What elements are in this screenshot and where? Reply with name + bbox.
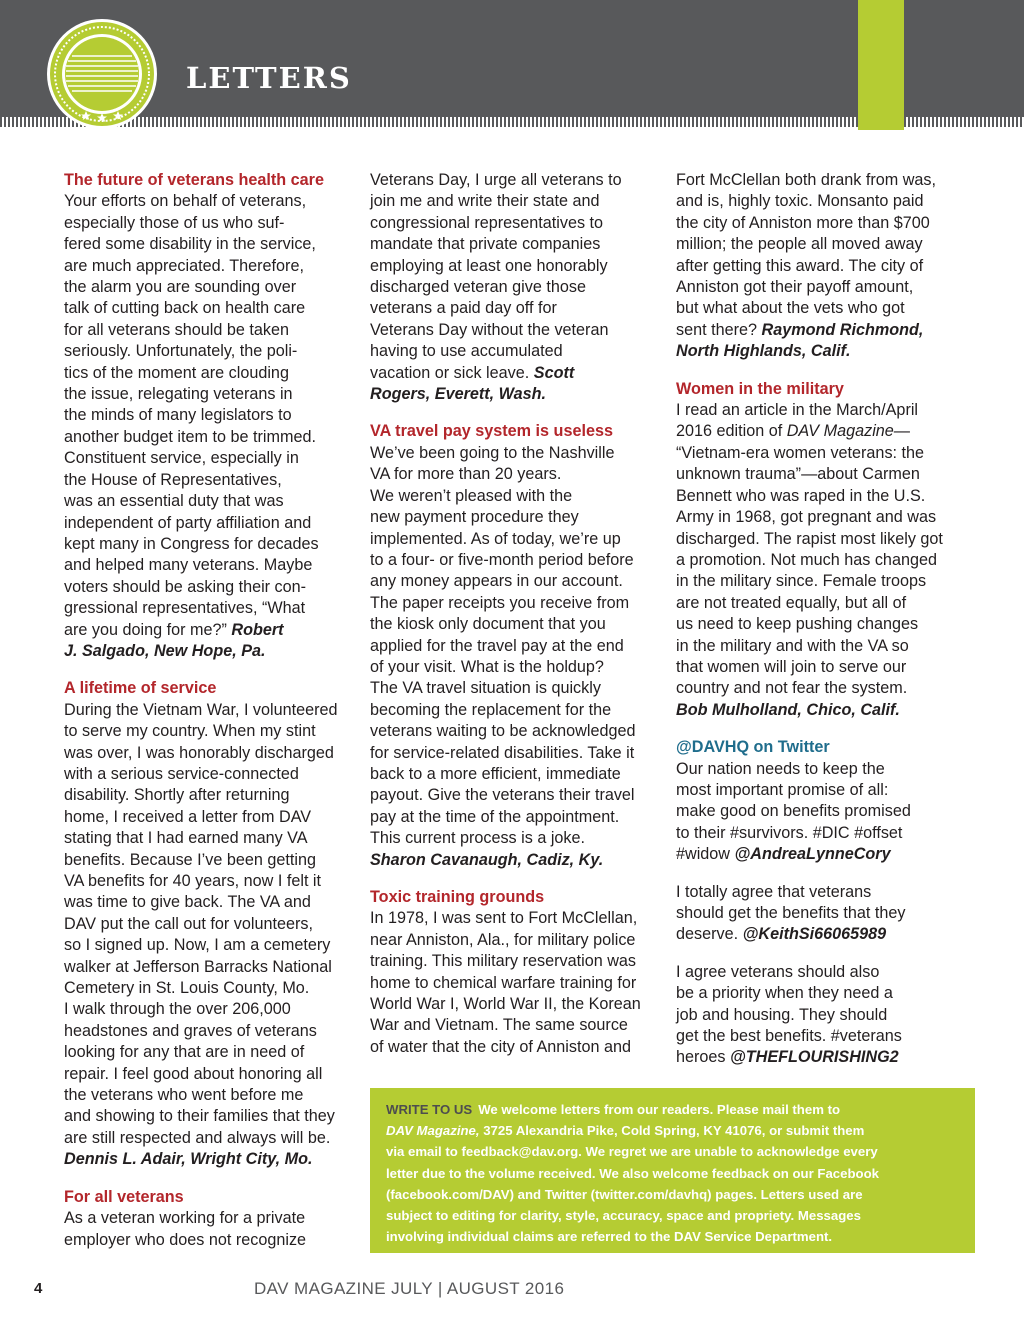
letter-body [64, 700, 354, 1150]
text-line: should get the benefits that they [676, 904, 906, 922]
letter-heading: Women in the military [676, 379, 844, 398]
text-line: benefits. Because I’ve been getting [64, 850, 316, 869]
page-number: 4 [34, 1280, 43, 1297]
text-line: (facebook.com/DAV) and Twitter (twitter.com/davhq) pages. Letters used are [386, 1186, 863, 1202]
text-line: We weren’t pleased with the [370, 486, 573, 505]
letter-last-line: sent there? Raymond Richmond, [676, 320, 924, 339]
text-line: having to use accumulated [370, 342, 563, 361]
text-line: are still respected and always will be. [64, 1128, 331, 1147]
text-line: million; the people all moved away [676, 235, 923, 254]
text-line: the House of Representatives, [64, 470, 282, 489]
text-line: employing at least one honorably [370, 256, 608, 275]
text-line: Fort McClellan both drank from was, [676, 171, 936, 189]
write-to-us-label: WRITE TO US [386, 1102, 473, 1117]
footer-text: DAV MAGAZINE JULY | AUGUST 2016 [254, 1279, 565, 1298]
text-line: pay at the time of the appointment. [370, 807, 620, 826]
text-line: The paper receipts you receive from [370, 593, 630, 612]
text-line: but what about the vets who got [676, 299, 905, 318]
text-line: VA for more than 20 years. [370, 465, 562, 484]
letter-line: 2016 edition of DAV Magazine— [676, 422, 910, 441]
text-line: get the best benefits. #veterans [676, 1027, 902, 1046]
text-line: subject to editing for clarity, style, accuracy, space and propriety. Messages [386, 1208, 861, 1224]
letter-signature: Bob Mulholland, Chico, Calif. [676, 700, 900, 719]
text-line: I totally agree that veterans [676, 882, 872, 901]
letter-signature: Sharon Cavanaugh, Cadiz, Ky. [370, 850, 604, 869]
letter-for-all-veterans-continued [370, 170, 660, 405]
text-line: join me and write their state and [370, 192, 600, 211]
text-line: voters should be asking their con- [64, 577, 307, 596]
letter-heading: For all veterans [64, 1187, 184, 1206]
twitter-section [676, 737, 976, 1069]
text-line: DAV put the call out for volunteers, [64, 914, 313, 933]
text-line: the kiosk only document that you [370, 615, 606, 634]
text-line: During the Vietnam War, I volunteered [64, 700, 338, 719]
text-line: applied for the travel pay at the end [370, 636, 624, 655]
text-line: of water that the city of Anniston and [370, 1037, 631, 1056]
magazine-title: DAV Magazine, [386, 1123, 480, 1139]
text-line: with a serious service-connected [64, 764, 299, 783]
text-line: discharged veteran give those [370, 278, 586, 297]
text-line: discharged. The rapist most likely got [676, 529, 943, 548]
text-line: We’ve been going to the Nashville [370, 443, 615, 462]
text-line: Veterans Day without the veteran [370, 320, 609, 339]
text-line: stating that I had earned many VA [64, 829, 308, 848]
text-line: veterans a paid day off for [370, 299, 557, 318]
text-line: headstones and graves of veterans [64, 1021, 317, 1040]
tweet-handle: @KeithSi66065989 [742, 925, 887, 944]
write-to-us-box [370, 1088, 975, 1253]
text-line: I agree veterans should also [676, 962, 880, 981]
text-line: the minds of many legislators to [64, 406, 292, 425]
letter-signature: Robert [231, 620, 284, 639]
text-line: country and not fear the system. [676, 679, 908, 698]
text-line: for all veterans should be taken [64, 320, 289, 339]
letter-signature: Raymond Richmond, [761, 320, 924, 339]
text-line: that women will join to serve our [676, 657, 907, 676]
text-line: near Anniston, Ala., for military police [370, 930, 636, 949]
text-line: becoming the replacement for the [370, 700, 612, 719]
text-line: Your efforts on behalf of veterans, [64, 192, 307, 211]
column-1 [64, 170, 354, 1267]
letter-signature: J. Salgado, New Hope, Pa. [64, 641, 266, 660]
letter-body [64, 191, 354, 619]
text-line: tics of the moment are clouding [64, 363, 289, 382]
text-line: and is, highly toxic. Monsanto paid [676, 192, 924, 211]
write-to-us-body [386, 1141, 959, 1247]
text-line: make good on benefits promised [676, 802, 911, 821]
text-line: the issue, relegating veterans in [64, 385, 293, 404]
text-line: to a four- or five-month period before [370, 550, 634, 569]
text-line: in the military and with the VA so [676, 636, 909, 655]
text-line: The VA travel situation is quickly [370, 679, 601, 698]
letter-body [370, 908, 660, 1058]
text-line: via email to feedback@dav.org. We regret we are unable to acknowledge every [386, 1144, 878, 1160]
text-line: a promotion. Not much has changed [676, 550, 937, 569]
tweet-handle: @THEFLOURISHING2 [730, 1048, 899, 1067]
tweet [676, 882, 976, 946]
letter-last-line: vacation or sick leave. Scott [370, 363, 575, 382]
text-line: home, I received a letter from DAV [64, 807, 312, 826]
tweet-body [676, 759, 976, 845]
letter-body [676, 443, 976, 700]
text-line: repair. I feel good about honoring all [64, 1064, 323, 1083]
tweet-last-line: #widow @AndreaLynneCory [676, 845, 891, 864]
twitter-heading: @DAVHQ on Twitter [676, 738, 830, 757]
text-line: and showing to their families that they [64, 1107, 335, 1126]
text-line: gressional representatives, “What [64, 599, 306, 618]
text-line: any money appears in our account. [370, 572, 623, 591]
text-line: implemented. As of today, we’re up [370, 529, 621, 548]
text-line: Army in 1968, got pregnant and was [676, 508, 937, 527]
letter-signature: Scott [533, 363, 575, 382]
text-line: and helped many veterans. Maybe [64, 556, 313, 575]
letter-va-travel-pay [370, 421, 660, 871]
text-line: kept many in Congress for decades [64, 534, 319, 553]
text-line: veterans waiting to be acknowledged [370, 722, 636, 741]
letter-signature: North Highlands, Calif. [676, 342, 851, 361]
accent-bar [858, 0, 904, 130]
text-line: payout. Give the veterans their travel [370, 786, 635, 805]
tweet [676, 759, 976, 866]
letter-body [370, 443, 660, 850]
text-line: I walk through the over 206,000 [64, 1000, 291, 1019]
text-line: In 1978, I was sent to Fort McClellan, [370, 909, 638, 928]
letter-body [64, 1208, 354, 1251]
column-2 [370, 170, 660, 1074]
text-line: job and housing. They should [676, 1005, 888, 1024]
text-line: Veterans Day, I urge all veterans to [370, 171, 622, 189]
text-line: was over, I was honorably discharged [64, 743, 334, 762]
text-line: be a priority when they need a [676, 984, 893, 1003]
text-line: disability. Shortly after returning [64, 786, 290, 805]
text-line: after getting this award. The city of [676, 256, 924, 275]
text-line: of your visit. What is the holdup? [370, 657, 604, 676]
letter-last-line: are you doing for me?” Robert [64, 620, 284, 639]
text-line: independent of party affiliation and [64, 513, 312, 532]
text-line: “Vietnam-era women veterans: the [676, 443, 925, 462]
tweet-last-line: deserve. @KeithSi66065989 [676, 925, 887, 944]
text-line: was time to give back. The VA and [64, 893, 311, 912]
text-line: As a veteran working for a private [64, 1209, 306, 1228]
text-line: employer who does not recognize [64, 1230, 307, 1249]
text-line: was an essential duty that was [64, 492, 284, 511]
text-line: are not treated equally, but all of [676, 593, 907, 612]
letter-heading: VA travel pay system is useless [370, 422, 613, 441]
text-line: This current process is a joke. [370, 829, 586, 848]
letter-lifetime-of-service [64, 678, 354, 1170]
text-line: the city of Anniston more than $700 [676, 213, 930, 232]
letter-women-in-military [676, 379, 976, 722]
text-line: another budget item to be trimmed. [64, 427, 316, 446]
text-line: to serve my country. When my stint [64, 722, 316, 741]
tweet [676, 962, 976, 1069]
text-line: Anniston got their payoff amount, [676, 278, 914, 297]
text-line: in the military since. Female troops [676, 572, 927, 591]
letter-toxic-training-continued [676, 170, 976, 363]
letter-for-all-veterans [64, 1187, 354, 1251]
letter-heading: A lifetime of service [64, 679, 217, 698]
letter-line: I read an article in the March/April [676, 401, 919, 420]
text-line: for service-related disabilities. Take it [370, 743, 635, 762]
text-line: especially those of us who suf- [64, 213, 285, 232]
text-line: the veterans who went before me [64, 1086, 304, 1105]
text-line: walker at Jefferson Barracks National [64, 957, 332, 976]
text-line: most important promise of all: [676, 780, 889, 799]
letter-heading: The future of veterans health care [64, 171, 324, 189]
tweet-handle: @AndreaLynneCory [734, 845, 891, 864]
text-line: congressional representatives to [370, 213, 604, 232]
text-line: back to a more efficient, immediate [370, 764, 621, 783]
text-line: talk of cutting back on health care [64, 299, 306, 318]
tweet-body [676, 962, 976, 1048]
column-3 [676, 170, 976, 1085]
letter-toxic-training-grounds [370, 887, 660, 1058]
tweet-last-line: heroes @THEFLOURISHING2 [676, 1048, 899, 1067]
write-to-us-line: WRITE TO US We welcome letters from our readers. Please mail them to [386, 1102, 841, 1117]
text-line: home to chemical warfare training for [370, 973, 637, 992]
letter-health-care [64, 170, 354, 662]
letter-body [676, 170, 976, 320]
text-line: us need to keep pushing changes [676, 615, 919, 634]
text-line: are much appreciated. Therefore, [64, 256, 304, 275]
text-line: so I signed up. Now, I am a cemetery [64, 936, 331, 955]
text-line: fered some disability in the service, [64, 235, 316, 254]
section-title: LETTERS [186, 61, 352, 95]
write-to-us-line: DAV Magazine, 3725 Alexandria Pike, Cold Spring, KY 41076, or submit them [386, 1123, 865, 1139]
text-line: mandate that private companies [370, 235, 601, 254]
text-line: Our nation needs to keep the [676, 759, 885, 778]
text-line: War and Vietnam. The same source [370, 1016, 628, 1035]
text-line: letter due to the volume received. We also welcome feedback on our Facebook [386, 1165, 879, 1181]
text-line: Cemetery in St. Louis County, Mo. [64, 979, 310, 998]
text-line: to their #survivors. #DIC #offset [676, 823, 903, 842]
text-line: the alarm you are sounding over [64, 278, 297, 297]
letter-signature: Dennis L. Adair, Wright City, Mo. [64, 1150, 313, 1169]
text-line: World War I, World War II, the Korean [370, 995, 641, 1014]
text-line: Constituent service, especially in [64, 449, 299, 468]
text-line: new payment procedure they [370, 508, 579, 527]
text-line: training. This military reservation was [370, 952, 636, 971]
letter-signature: Rogers, Everett, Wash. [370, 385, 547, 404]
text-line: looking for any that are in need of [64, 1043, 305, 1062]
letter-body [370, 170, 660, 363]
badge-icon [46, 18, 158, 130]
magazine-title: DAV Magazine [786, 422, 894, 441]
tweet-body [676, 882, 976, 925]
text-line: Bennett who was raped in the U.S. [676, 486, 926, 505]
text-line: VA benefits for 40 years, now I felt it [64, 872, 322, 890]
text-line: involving individual claims are referred to the DAV Service Department. [386, 1229, 833, 1245]
letter-heading: Toxic training grounds [370, 888, 545, 906]
text-line: seriously. Unfortunately, the poli- [64, 342, 298, 361]
text-line: unknown trauma”—about Carmen [676, 465, 920, 484]
